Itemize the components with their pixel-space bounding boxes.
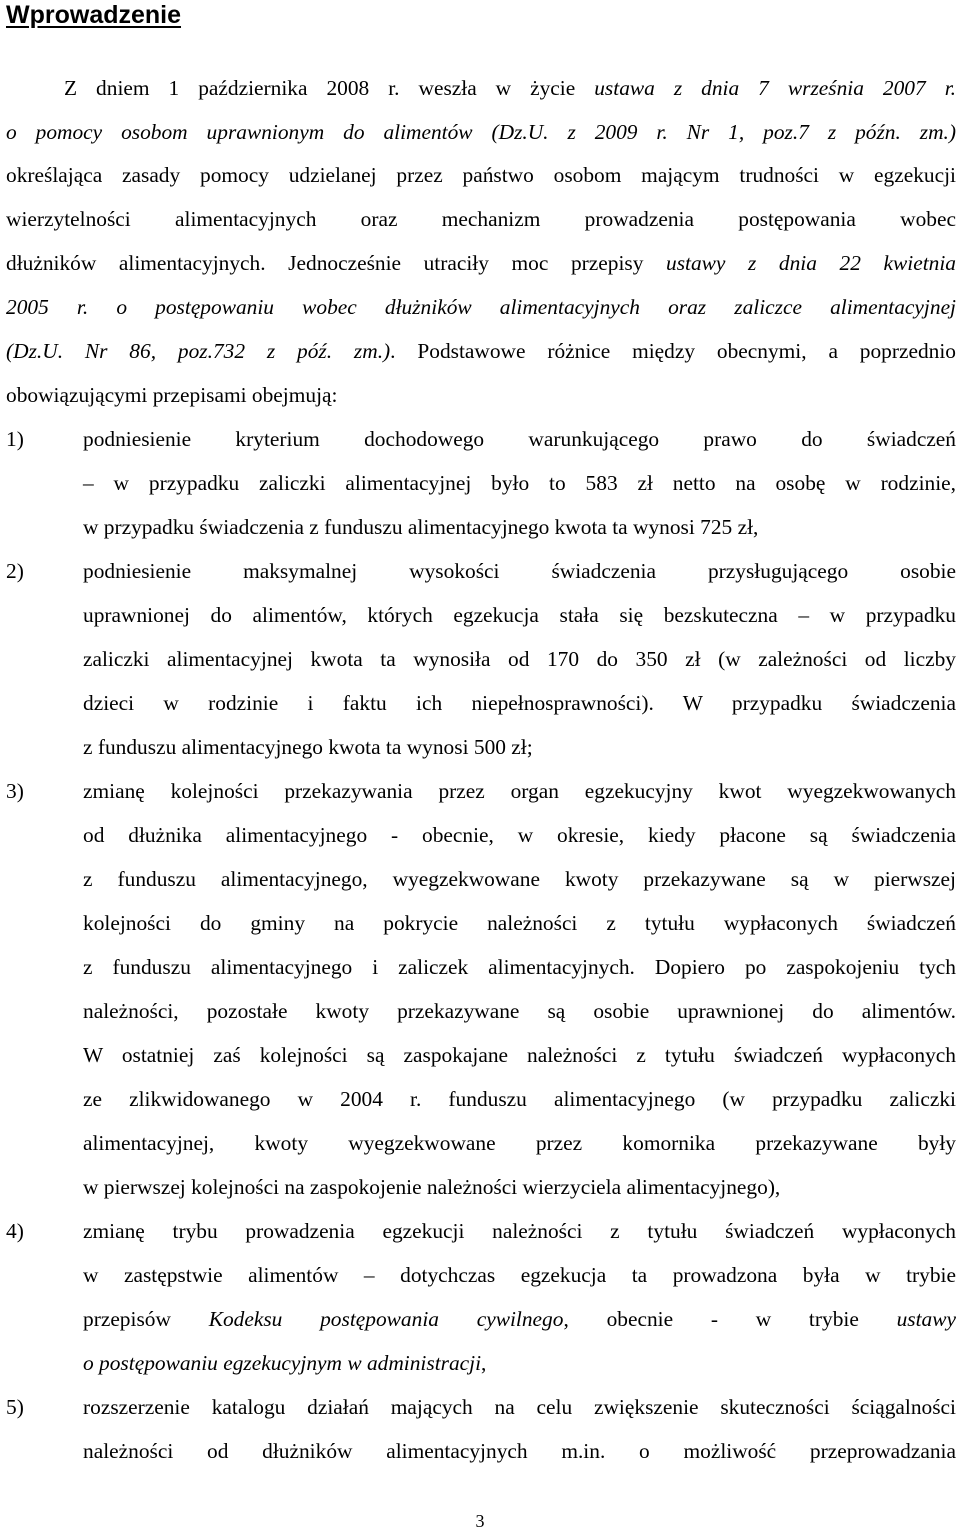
text-line (83, 1084, 956, 1114)
text-line (83, 512, 956, 542)
text-run: należności, pozostałe kwoty przekazywane są osobie uprawnionej do alimentów. (83, 999, 956, 1023)
text-line (83, 996, 956, 1026)
italic-citation: 2005 r. o postępowaniu wobec dłużników alimentacyjnych oraz zaliczce alimentacyjnej (6, 295, 956, 319)
list-item-number: 1) (6, 427, 24, 451)
text-run: wierzytelności alimentacyjnych oraz mechanizm prowadzenia postępowania wobec (6, 207, 956, 231)
text-run: zmianę kolejności przekazywania przez organ egzekucyjny kwot wyegzekwowanych (83, 779, 956, 803)
text-run: określająca zasady pomocy udzielanej przez państwo osobom mającym trudności w egzekucji (6, 163, 956, 187)
text-run: uprawnionej do alimentów, których egzekucja stała się bezskuteczna – w przypadku (83, 603, 956, 627)
text-run: przepisów (83, 1307, 209, 1331)
text-line (83, 908, 956, 938)
text-line (6, 117, 956, 147)
page-number: 3 (475, 1511, 485, 1531)
italic-citation: ustawy z dnia 22 kwietnia (666, 251, 956, 275)
text-line (6, 248, 956, 278)
text-run: – w przypadku zaliczki alimentacyjnej było to 583 zł netto na osobę w rodzinie, (83, 471, 956, 495)
text-run: , (481, 1351, 487, 1375)
text-line (83, 688, 956, 718)
text-line (83, 600, 956, 630)
text-run: zmianę trybu prowadzenia egzekucji należności z tytułu świadczeń wypłaconych (83, 1219, 956, 1243)
text-run: , obecnie - w trybie (563, 1307, 897, 1331)
text-run: dzieci w rodzinie i faktu ich niepełnosprawności). W przypadku świadczenia (83, 691, 956, 715)
text-run: kolejności do gminy na pokrycie należności z tytułu wypłaconych świadczeń (83, 911, 956, 935)
text-line (83, 1128, 956, 1158)
text-line (83, 776, 956, 806)
text-line (83, 1304, 956, 1334)
list-item-number: 5) (6, 1395, 24, 1419)
italic-citation: (Dz.U. Nr 86, poz.732 z póź. zm.) (6, 339, 391, 363)
text-run: z funduszu alimentacyjnego kwota ta wynosi 500 zł; (83, 735, 533, 759)
text-line (6, 204, 956, 234)
section-heading: Wprowadzenie (6, 1, 182, 29)
text-line (83, 1436, 956, 1466)
text-line (83, 1216, 956, 1246)
text-run: podniesienie kryterium dochodowego warunkującego prawo do świadczeń (83, 427, 956, 451)
text-line (83, 468, 956, 498)
italic-citation: o pomocy osobom uprawnionym do alimentów (Dz.U. z 2009 r. Nr 1, poz.7 z późn. zm.) (6, 120, 956, 144)
text-run: w przypadku świadczenia z funduszu alimentacyjnego kwota ta wynosi 725 zł, (83, 515, 759, 539)
text-run: dłużników alimentacyjnych. Jednocześnie utraciły moc przepisy (6, 251, 666, 275)
list-item-number: 3) (6, 779, 24, 803)
text-line (6, 380, 956, 410)
text-line (6, 160, 956, 190)
italic-citation: ustawy (896, 1307, 957, 1331)
italic-citation: o postępowaniu egzekucyjnym w administracji (83, 1351, 482, 1375)
text-line (64, 73, 956, 103)
text-run: w pierwszej kolejności na zaspokojenie należności wierzyciela alimentacyjnego), (83, 1175, 781, 1199)
text-line (83, 556, 956, 586)
text-line (83, 1172, 956, 1202)
text-run: z funduszu alimentacyjnego, wyegzekwowane kwoty przekazywane są w pierwszej (83, 867, 956, 891)
text-line (83, 1260, 956, 1290)
text-run: alimentacyjnej, kwoty wyegzekwowane przez komornika przekazywane były (83, 1131, 956, 1155)
text-line (6, 336, 956, 366)
text-run: obowiązującymi przepisami obejmują: (6, 383, 338, 407)
list-item-number: 4) (6, 1219, 24, 1243)
text-run: rozszerzenie katalogu działań mających na celu zwiększenie skuteczności ściągalności (83, 1395, 956, 1419)
italic-citation: ustawa z dnia 7 września 2007 r. (594, 76, 956, 100)
text-line (83, 1348, 956, 1378)
text-line (83, 1040, 956, 1070)
text-line (6, 292, 956, 322)
text-line (83, 1392, 956, 1422)
text-run: należności od dłużników alimentacyjnych m.in. o możliwość przeprowadzania (83, 1439, 956, 1463)
text-run: podniesienie maksymalnej wysokości świadczenia przysługującego osobie (83, 559, 956, 583)
text-run: z funduszu alimentacyjnego i zaliczek alimentacyjnych. Dopiero po zaspokojeniu tych (83, 955, 956, 979)
text-run: od dłużnika alimentacyjnego - obecnie, w okresie, kiedy płacone są świadczenia (83, 823, 956, 847)
text-run: w zastępstwie alimentów – dotychczas egzekucja ta prowadzona była w trybie (83, 1263, 956, 1287)
text-run: ze zlikwidowanego w 2004 r. funduszu alimentacyjnego (w przypadku zaliczki (83, 1087, 956, 1111)
text-run: zaliczki alimentacyjnej kwota ta wynosiła od 170 do 350 zł (w zależności od liczby (83, 647, 956, 671)
text-run: W ostatniej zaś kolejności są zaspokajane należności z tytułu świadczeń wypłaconych (83, 1043, 956, 1067)
text-run: . Podstawowe różnice między obecnymi, a poprzednio (390, 339, 956, 363)
text-line (83, 732, 956, 762)
text-run: Z dniem 1 października 2008 r. weszła w życie (64, 76, 595, 100)
text-line (83, 424, 956, 454)
text-line (83, 952, 956, 982)
text-line (83, 864, 956, 894)
text-line (83, 820, 956, 850)
text-line (83, 644, 956, 674)
list-item-number: 2) (6, 559, 24, 583)
italic-citation: Kodeksu postępowania cywilnego (208, 1307, 564, 1331)
